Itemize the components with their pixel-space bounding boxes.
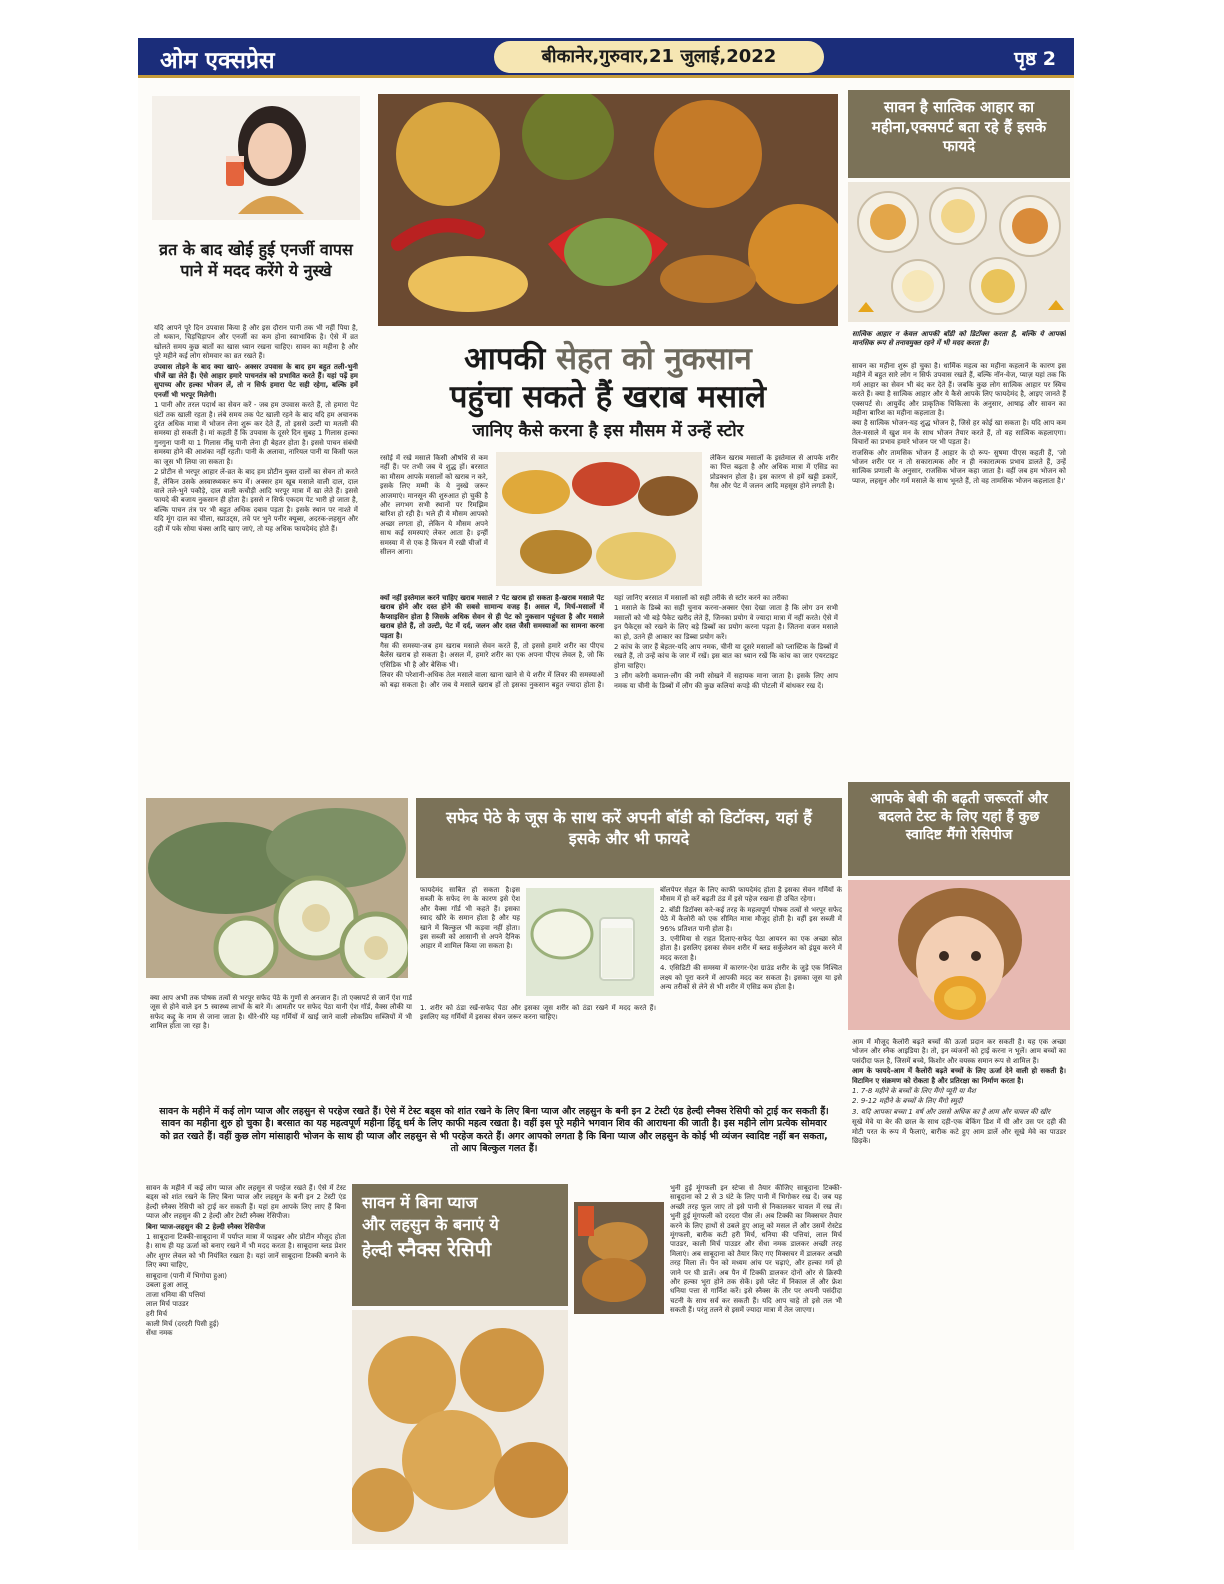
- spices-headline-accent: सेहत को नुकसान: [556, 341, 752, 377]
- spices-para: क्यों नहीं इस्तेमाल करने चाहिए खराब मसाले ? पेट खराब हो सकता है-खराब मसाले पेट खराब होने और दस्त होने की सबसे सामान्य वजह हैं। असल में, मिर्च-मसालों में कैप्साइसिन होता है जिसके अधिक सेवन से ही पेट को नुकसान पहुंचता है और मसाले खराब होते हैं, तो उल्टी, पेट में दर्द, जलन और दस्त जैसी समस्याओं का सामना करना पड़ता है।: [380, 594, 604, 640]
- snacks-steps: भुनी हुई मूंगफली इन स्टेप्स से तैयार कीजिए साबूदाना टिक्की-साबूदाना को 2 से 3 घंटे के लिए पानी में भिगोकर रख दें। जब यह अच्छी तरह फूल जाए तो इसे पानी से निकालकर चावल में रख लें। भुनी हुई मूंगफली को दरदरा पीस लें। अब टिक्की का मिक्सचर तैयार करने के लिए हाथों से उबले हुए आलू को मसल लें और उसमें रोस्टेड मूंगफली, बारीक कटी हरी मिर्च, धनिया की पत्तियां, लाल मिर्च पाउडर, काली मिर्च पाउडर और सेंधा नमक डालकर अच्छी तरह मिलाएं। अब साबूदाना को तैयार किए गए मिक्सचर में डालकर अच्छी तरह मिला लें। पैन को मध्यम आंच पर चढ़ाएं, और हल्का गर्म हो जाने पर घी डालें। अब पैन में टिक्की डालकर दोनों ओर से क्रिस्पी और हल्का भूरा होने तक सेकें। इसे प्लेट में निकाल लें और फ्रेश धनिया पत्ता से गार्निश करें। इसे स्नैक्स के तौर पर अपनी पसंदीदा चटनी के साथ सर्व कर सकती हैं। यदि आप चाहे तो इसे तल भी सकती हैं। परंतु तलने से इसमें ज्यादा मात्रा में तेल जाएगा।: [670, 1184, 842, 1315]
- ash-gourd-para: 1. शरीर को ठंडा रखें-सफेद पेठा और इसका जूस शरीर को ठंडा रखने में मदद करते हैं। इसलिए यह गर्मियों में इसका सेवन जरूर करना चाहिए।: [420, 1004, 656, 1022]
- spices-para: लेकिन खराब मसालों के इस्तेमाल से आपके शरीर का पित्त बढ़ता है और अधिक मात्रा में एसिड का प्रोडक्शन होता है। इस कारण से हमें खट्टी डकारें, गैस और पेट में जलन आदि महसूस होने लगती है।: [710, 454, 838, 491]
- fasting-headline: व्रत के बाद खोई हुई एनर्जी वापस पाने में मदद करेंगे ये नुस्खे: [159, 240, 353, 280]
- page-number: पृष्ठ 2: [1014, 48, 1056, 70]
- spices-headline-line2: पहुंचा सकते हैं खराब मसाले: [449, 379, 767, 415]
- ash-gourd-article: [146, 798, 842, 1098]
- intro-strip: [146, 1102, 842, 1178]
- intro-strip-text: सावन के महीने में कई लोग प्याज और लहसुन से परहेज रखते हैं। ऐसे में टेस्ट बड्स को शांत रखने के लिए बिना प्याज और लहसुन के बनी इन 2 टेस्टी एंड हेल्दी स्नैक्स रेसिपी को ट्राई कर सकती हैं। सावन का महीना शुरु हो चुका है। बरसात का यह महत्वपूर्ण महीना हिंदू धर्म के लिए काफी महत्व रखता है। वहीं इस पूरे महीने भगवान शिव की आराधना की जाती है। इस महीने लोग प्रत्येक सोमवार को व्रत रखते हैं। वहीं कुछ लोग मांसाहारी भोजन के साथ ही प्याज और लहसुन से भी परहेज करते हैं। अगर आपको लगता है कि बिना प्याज और लहसुन के कोई भी व्यंजन स्वादिष्ट नहीं बन सकता, तो आप बिल्कुल गलत हैं।: [159, 1106, 829, 1155]
- ash-gourd-body-right: [660, 886, 842, 1092]
- sattvic-para: राजसिक और तामसिक भोजन हैं आहार के दो रूप- सुषमा पीएस कहती हैं, 'जो भोजन शरीर पर न तो सकारात्मक और न ही नकारात्मक प्रभाव डालते हैं, उन्हें सात्विक प्रणाली के अनुसार, राजसिक भोजन कहा जाता है। वहीं जब हम भोजन को प्याज, लहसुन और गर्म मसाले के साथ भूनते हैं, तो वह तामसिक भोजन कहलाता है।': [852, 448, 1066, 485]
- snacks-body-mid: [574, 1184, 842, 1544]
- mango-article: [848, 782, 1070, 1546]
- sattvic-article: [848, 90, 1070, 778]
- spices-para: 1 मसाले के डिब्बे का सही चुनाव करना-अक्सर ऐसा देखा जाता है कि लोग उन सभी मसालों को भी बड़े पैकेट खरीद लेते हैं, जिनका प्रयोग वे ज्यादा मात्रा में नहीं करते। ऐसे में इन पैकेट्स को रखने के लिए बड़े डिब्बों का प्रयोग करना पड़ता है। जितना वजन मसाले का हो, उतने ही आकार का डिब्बा प्रयोग करें।: [614, 604, 838, 641]
- mango-para: सूखे मेवे या बेर की छाल के साथ दही-एक बेकिंग डिश में घी और उस पर दही की मोटी परत के रूप में फैलाएं, बारीक कटे हुए आम डालें और सूखे मेवे का पाउडर छिड़कें।: [852, 1118, 1066, 1146]
- ash-gourd-photo: [146, 798, 408, 978]
- snacks-banner-line: सावन में बिना प्याज: [362, 1193, 478, 1212]
- newspaper-name: ओम एक्सप्रेस: [160, 47, 275, 74]
- ingredient-item: काली मिर्च (दरदरी पिसी हुई): [146, 1319, 220, 1328]
- mango-body: [852, 1038, 1066, 1542]
- tikki-photo-spacer: [574, 1184, 670, 1318]
- fasting-para: 1 पानी और तरल पदार्थ का सेवन करें - जब हम उपवास करते हैं, तो हमारा पेट घंटों तक खाली रहता है। लंबे समय तक पेट खाली रहने के बाद यदि हम अचानक दुरंत अधिक मात्रा में भोजन लेना शुरू कर देते हैं, तो इससे उल्टी या मतली की समस्या हो सकती है। मां कहती हैं कि उपवास के दूसरे दिन सुबह 1 गिलास हल्का गुनगुना पानी या 1 गिलास नींबू पानी लेना ही बेहतर होता है। इससे पाचन संबंधी समस्या होने की आशंका नहीं रहती। पानी के अलावा, नारियल पानी या किसी फल का जूस भी लिया जा सकता है।: [154, 401, 358, 466]
- ash-gourd-body-bottom-left: [150, 994, 412, 1094]
- child-eating-mango-photo: [848, 880, 1070, 1030]
- sabudana-laddoo-photo: [352, 1310, 568, 1544]
- snacks-banner-accent: स्नैक्स रेसिपी: [397, 1237, 492, 1261]
- mango-para: 3. यदि आपका बच्चा 1 वर्ष और उससे अधिक का है आम और चावल की खीर: [852, 1107, 1051, 1116]
- ash-gourd-headline: सफेद पेठे के जूस के साथ करें अपनी बॉडी को डिटॉक्स, यहां हैं इसके और भी फायदे: [416, 798, 842, 878]
- mango-para: 2. 9-12 महीने के बच्चों के लिए मैंगो स्मूदी: [852, 1097, 963, 1106]
- snacks-sabudana-intro: 1 साबूदाना टिक्की-साबूदाना में पर्याप्त मात्रा में फाइबर और प्रोटीन मौजूद होता है। साथ ही यह ऊर्जा को बनाए रखने में भी मदद करता है। साबूदाना ब्लड प्रेशर और शुगर लेवल को भी नियंत्रित रखता है। यहां जानें साबूदाना टिक्की बनाने के लिए क्या चाहिए,: [146, 1233, 346, 1270]
- snacks-banner-line: और लहसुन के बनाएं ये: [362, 1215, 499, 1234]
- spices-bowls-photo: [496, 452, 702, 586]
- sattvic-para: क्या है सात्विक भोजन-यह शुद्ध भोजन है, जिसे हर कोई खा सकता है। यदि आप कम तेल-मसाले में खुश मन के साथ भोजन तैयार करते हैं, तो वह सात्विक कहलाएगा। विचारों का प्रभाव हमारे भोजन पर भी पड़ता है।: [852, 419, 1066, 447]
- snacks-para: सावन के महीने में कई लोग प्याज और लहसुन से परहेज रखते हैं। ऐसे में टेस्ट बड्स को शांत रखने के लिए बिना प्याज और लहसुन के बनी इन 2 टेस्टी एंड हेल्दी स्नैक्स रेसिपी को ट्राई कर सकती हैं। यहां हम आपके लिए लाए हैं बिना प्याज और लहसुन की 2 हेल्दी और टेस्टी स्नैक्स रेसिपीज।: [146, 1184, 346, 1221]
- spices-para: रसोई में रखे मसाले किसी औषधि से कम नहीं हैं। पर तभी जब ये शुद्ध हों। बरसात का मौसम आपके मसालों को खराब न करे, इसके लिए मम्मी के ये नुस्खे जरूर आजमाएं। मानसून की शुरुआत हो चुकी है और लगभग सभी स्थानों पर रिमझिम बारिश हो रही है। भले ही ये मौसम आपको अच्छा लगता हो, लेकिन ये मौसम अपने साथ कई समस्याएं लेकर आता है। इन्हीं समस्या में से एक है किचन में रखी चीजों में सीलन आना।: [380, 454, 488, 557]
- ash-gourd-body-left: [420, 886, 520, 1004]
- snacks-banner-line3: [362, 1236, 558, 1264]
- spices-body-bottom: [380, 594, 838, 812]
- spices-para: 3 लौंग करेगी कमाल-लौंग की नमी सोखने में सहायक माना जाता है। इसके लिए आप नमक या चीनी के डिब्बों में लौंग की कुछ कलियां कपड़े की पोटली में बांधकर रख दें।: [614, 672, 838, 690]
- sattvic-lead: सात्विक आहार न केवल आपकी बॉडी को डिटॉक्स करता है, बल्कि ये आपको मानसिक रूप से तनावमुक्त रहने में भी मदद करता है।: [852, 330, 1066, 348]
- ash-gourd-para: 3. एनीमिया से राहत दिलाए-सफेद पेठा आयरन का एक अच्छा स्रोत होता है। इसलिए इसका सेवन शरीर में ब्लड सर्कुलेशन को इंप्रूव करने में मदद करता है।: [660, 935, 842, 962]
- fasting-para: यदि आपने पूरे दिन उपवास किया है और इस दौरान पानी तक भी नहीं पिया है, तो थकान, चिड़चिड़ापन और एनर्जी का कम होना स्वाभाविक है। ऐसे में व्रत खोलते समय कुछ बातों का खास ध्यान रखना चाहिए। सावन का महीना है और पूरे महीने कई लोग सोमवार का व्रत रखते हैं।: [154, 324, 358, 361]
- snacks-banner: [352, 1184, 568, 1306]
- ingredients-list: [146, 1272, 346, 1339]
- fasting-body: [154, 324, 358, 814]
- snacks-body-left: [146, 1184, 346, 1544]
- mango-para: आम के फायदे-आम में कैलोरी बढ़ते बच्चों के लिए ऊर्जा देने वाली हो सकती है। विटामिन ए संक्रमण को रोकता है और प्रतिरक्षा का निर्माण करता है।: [852, 1067, 1066, 1085]
- mango-para: आम में मौजूद कैलोरी बढ़ते बच्चों की ऊर्जा प्रदान कर सकती है। यह एक अच्छा भोजन और स्नैक आइडिया है। तो, इन व्यंजनों को ट्राई करना न भूलें। आम बच्चों का पसंदीदा फल है, जिसमें बच्चे, किशोर और वयस्क समान रूप से शामिल हैं।: [852, 1038, 1066, 1065]
- spices-headline-part: आपकी: [464, 341, 557, 377]
- fasting-para: उपवास तोड़ने के बाद क्या खाएं- अक्सर उपवास के बाद हम बहुत तली-भुनी चीजें खा लेते हैं। ऐसे आहार हमारे पाचनतंत्र को प्रभावित करते हैं। यहां पढ़ें हम सुपाच्य और हल्का भोजन लें, तो न सिर्फ हमारा पेट सही रहेगा, बल्कि हमें एनर्जी भी भरपूर मिलेगी।: [154, 362, 358, 399]
- spices-headline: [374, 340, 842, 416]
- spices-body-right: [710, 454, 838, 588]
- ingredient-item: सेंधा नमक: [146, 1329, 173, 1338]
- sattvic-body: [852, 362, 1066, 776]
- spices-para: गैस की समस्या-जब हम खराब मसाले सेवन करते हैं, तो इससे हमारे शरीर का पीएच बैलेंस खराब हो सकता है। असल में, हमारे शरीर का एक अपना पीएच लेवल है, जो कि एसिडिक भी है और बेसिक भी।: [380, 642, 604, 669]
- spices-hero-photo: [378, 94, 838, 326]
- mango-para: 1. 7-8 महीने के बच्चों के लिए मैंगो प्यूरी या मैश: [852, 1087, 976, 1096]
- ash-gourd-para: 2. बॉडी डिटॉक्स करे-कई तरह के महत्वपूर्ण पोषक तत्वों से भरपूर सफेद पेठे में कैलोरी को एक सीमित मात्रा मौजूद होती है। वहीं इस सब्जी में 96% प्रतिशत पानी होता है।: [660, 905, 842, 933]
- ash-gourd-para: फायदेमंद साबित हो सकता है।इस सब्जी के सफेद रंग के कारण इसे ऐश और वैक्स गॉर्ड भी कहते हैं। इसका स्वाद खीरे के समान होता है और यह खाने में बिल्कुल भी कड़वा नहीं होता। इस सब्जी को आसानी से अपने दैनिक आहार में शामिल किया जा सकता है।: [420, 886, 520, 951]
- mango-headline: आपके बेबी की बढ़ती जरूरतों और बदलते टेस्ट के लिए यहां हैं कुछ स्वादिष्ट मैंगो रेसिपीज: [848, 782, 1070, 876]
- ash-gourd-para: 4. एसिडिटी की समस्या में कारगर-ऐश ग्राउंड शरीर के जुड़े एक निश्चित लक्ष्य को पूरा करने में आपकी मदद कर सकता है। इसका जूस या इसे अन्य तरीकों से लेने से भी शरीर में एसिड कम होता है।: [660, 964, 842, 992]
- spices-subhead: जानिए कैसे करना है इस मौसम में उन्हें स्टोर: [472, 421, 744, 441]
- ash-gourd-juice-photo: [526, 888, 654, 996]
- ingredient-item: लाल मिर्च पाउडर: [146, 1300, 189, 1309]
- ash-gourd-para: क्या आप अभी तक पोषक तत्वों से भरपूर सफेद पेठे के गुणों से अनजान हैं। तो एक्सपर्ट से जानें ऐश गार्ड जूस से होने वाले इन 5 स्वास्थ्य लाभों के बारे में। आमतौर पर सफेद पेठा यानी ऐश गॉर्ड, वैक्स लौकी या सफेद कद्दू के नाम से जाना जाता है। धीरे-धीरे यह गर्मियों में खाई जाने वाली लोकप्रिय सब्जियों में भी शामिल होता जा रहा है।: [150, 994, 412, 1031]
- issue-date: बीकानेर,गुरुवार,21 जुलाई,2022: [494, 41, 824, 73]
- ingredient-item: हरी मिर्च: [146, 1310, 168, 1319]
- ingredient-item: ताजा धनिया की पत्तियां: [146, 1290, 206, 1299]
- ingredient-item: उबला हुआ आलू: [146, 1281, 188, 1290]
- ingredient-item: साबूदाना (पानी में भिगोया हुआ): [146, 1271, 228, 1280]
- snacks-subhead: बिना प्याज-लहसुन की 2 हेल्दी स्नैक्स रेसिपीज: [146, 1222, 266, 1231]
- spices-para: लिवर की परेशानी-अधिक तेल मसाले वाला खाना खाने से ये शरीर में लिवर की समस्याओं को बढ़ा सकता है। और जब ये मसाले खराब हों तो इसका नुकसान बहुत ज्यादा होता है। यहां जानिए बरसात में मसालों को सही तरीके से स्टोर करने का तरीका: [380, 594, 789, 689]
- fasting-para: 2 प्रोटीन से भरपूर आहार लें-व्रत के बाद हम प्रोटीन युक्त दालों का सेवन तो करते हैं, लेकिन उसके अस्वास्थ्यकर रूप में। अक्सर हम खूब मसाले वाली दाल, दाल वाले तले-भुने पकौड़े, दाल वाली कचौड़ी आदि भरपूर मात्रा में खा लेते हैं। इससे फायदे की बजाय नुकसान ही होता है। इससे न सिर्फ एकदम पेट भारी हो जाता है, बल्कि पाचन तंत्र पर भी बहुत अधिक दबाव पड़ता है। इसके स्थान पर नाश्ते में यदि मूंग दाल का चीला, स्प्राउट्स, तवे पर भुने पनीर क्यूब्स, अदरक-लहसुन और दही में पके सोया चंक्स आदि खाए जाएं, तो यह अधिक फायदेमंद होते हैं।: [154, 468, 358, 533]
- sattvic-headline: सावन है सात्विक आहार का महीना,एक्सपर्ट बता रहे हैं इसके फायदे: [848, 90, 1070, 178]
- spices-body-left: [380, 454, 488, 588]
- masthead: [138, 38, 1074, 78]
- ash-gourd-body-bottom-mid: [420, 1004, 656, 1094]
- spices-para: 2 कांच के जार हैं बेहतर-यदि आप नमक, चीनी या दूसरे मसालों को प्लास्टिक के डिब्बों में रखते हैं, तो उन्हें कांच के जार में रखें। इस बात का ध्यान रखें कि कांच का जार एयरटाइट होना चाहिए।: [614, 643, 838, 670]
- sattvic-para: सावन का महीना शुरू हो चुका है। धार्मिक महत्व का महीना कहलाने के कारण इस महीने में बहुत सारे लोग न सिर्फ उपवास रखते हैं, बल्कि नॉन-वेज, प्याज़ यहां तक कि गर्म आहार का सेवन भी बंद कर देते हैं। जबकि कुछ लोग सात्विक आहार पर स्विच करते हैं। क्या है सात्विक आहार और ये कैसे आपके लिए फायदेमंद है, आइए जानते हैं एक्सपर्ट से। आयुर्वेद और प्राकृतिक चिकित्सा के अनुसार, आषाढ़ और सावन का महीना बारिश का महीना कहलाता है।: [852, 362, 1066, 418]
- snacks-article: [146, 1180, 842, 1548]
- spices-article: [374, 90, 842, 818]
- fasting-article: [146, 90, 366, 818]
- ash-gourd-para: बॉलपेपर सेहत के लिए काफी फायदेमंद होता है इसका सेवन गर्मियों के मौसम में हो करें बढ़ती ठंड में इसे पहेज रखना ही उचित रहेगा।: [660, 886, 842, 904]
- sattvic-thali-photo: [848, 182, 1070, 322]
- newspaper-page: [138, 38, 1074, 1550]
- woman-drinking-juice-photo: [152, 96, 360, 220]
- snacks-banner-part: हेल्दी: [362, 1241, 398, 1261]
